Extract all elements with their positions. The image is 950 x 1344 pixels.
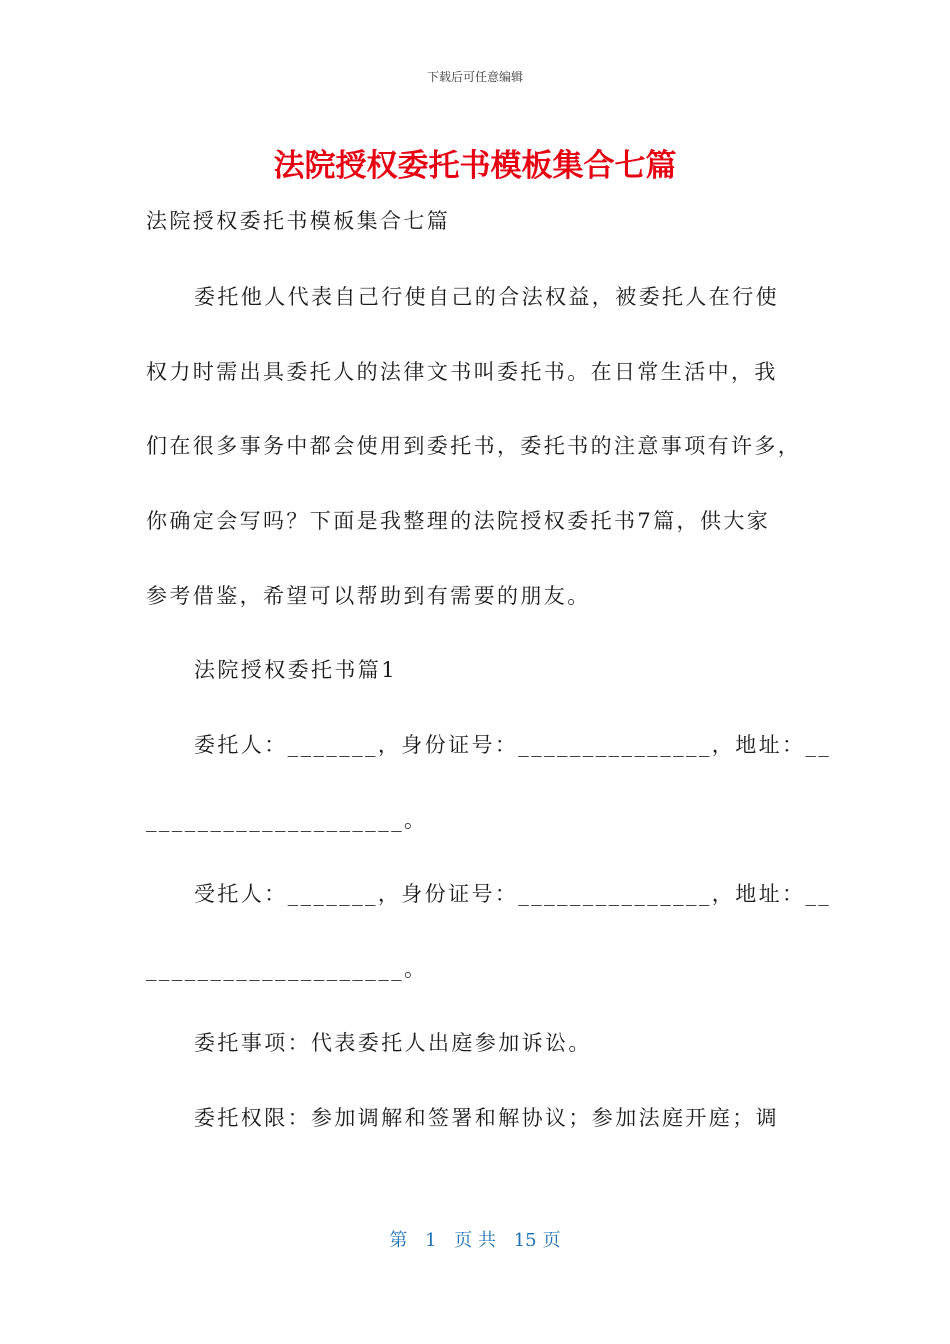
paragraph-line: 参考借鉴，希望可以帮助到有需要的朋友。	[146, 584, 591, 608]
paragraph-line: 你确定会写吗？下面是我整理的法院授权委托书7篇，供大家	[146, 509, 771, 533]
header-note: 下载后可任意编辑	[426, 70, 523, 84]
footer-prefix: 第	[389, 1230, 408, 1251]
footer-middle: 页 共	[454, 1230, 496, 1251]
paragraph-line: 权力时需出具委托人的法律文书叫委托书。在日常生活中，我	[146, 360, 778, 384]
paragraph-line: 委托他人代表自己行使自己的合法权益，被委托人在行使	[194, 285, 779, 309]
footer-current-page: 1	[425, 1230, 437, 1251]
principal-line-cont: ____________________。	[146, 808, 428, 832]
principal-line: 委托人：_______，身份证号：_______________，地址：__	[194, 733, 832, 757]
section-heading: 法院授权委托书篇1	[194, 658, 397, 682]
matter-line: 委托事项：代表委托人出庭参加诉讼。	[194, 1031, 592, 1055]
document-title: 法院授权委托书模板集合七篇	[273, 148, 677, 184]
page-footer	[0, 1226, 950, 1252]
agent-line: 受托人：_______，身份证号：_______________，地址：__	[194, 882, 832, 906]
paragraph-line: 们在很多事务中都会使用到委托书，委托书的注意事项有许多，	[146, 434, 802, 458]
subtitle-line: 法院授权委托书模板集合七篇	[146, 209, 451, 233]
footer-suffix: 页	[542, 1230, 561, 1251]
footer-total-pages: 15	[513, 1230, 537, 1251]
agent-line-cont: ____________________。	[146, 957, 428, 981]
authority-line: 委托权限：参加调解和签署和解协议；参加法庭开庭；调	[194, 1106, 779, 1130]
